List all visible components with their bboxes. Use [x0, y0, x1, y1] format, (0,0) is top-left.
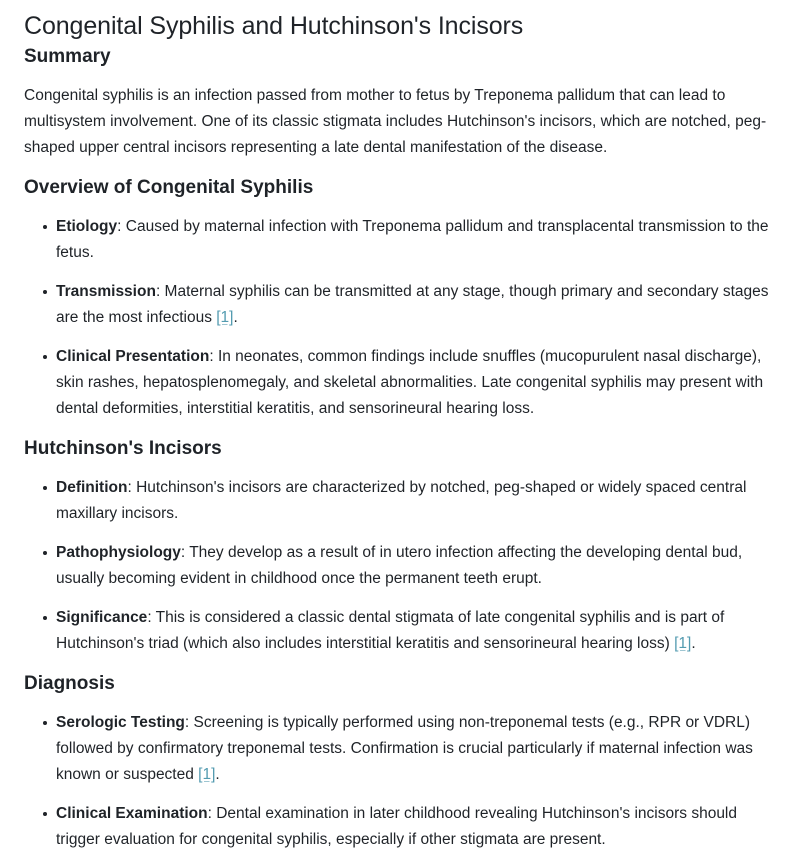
bullet-text-tail: .	[215, 766, 220, 783]
summary-section	[24, 44, 776, 161]
list-item	[24, 214, 776, 266]
sections-container	[24, 175, 776, 853]
bullet-text: : Dental examination in later childhood revealing Hutchinson's incisors should trigger evaluation for congenital syphilis, especially if other stigmata are present.	[56, 805, 738, 848]
bullet-text: : Screening is typically performed using non-treponemal tests (e.g., RPR or VDRL) followed by confirmatory treponemal tests. Confirmation is crucial particularly if maternal infection was known or suspected	[56, 714, 753, 783]
list-item	[24, 605, 776, 657]
bullet-text: : Hutchinson's incisors are characterized by notched, peg-shaped or widely spaced central maxillary incisors.	[56, 479, 747, 522]
citation-link[interactable]: [1]	[216, 309, 234, 326]
summary-paragraph: Congenital syphilis is an infection passed from mother to fetus by Treponema pallidum that can lead to multisystem involvement. One of its classic stigmata includes Hutchinson's incisors, which are notched, peg-shaped upper central incisors representing a late dental manifestation of the disease.	[24, 87, 767, 156]
list-item	[24, 344, 776, 422]
section-heading: Overview of Congenital Syphilis	[24, 177, 314, 198]
bullet-text-tail: .	[233, 309, 238, 326]
list-item	[24, 801, 776, 853]
bullet-text-tail: .	[691, 635, 696, 652]
bullet-text: : They develop as a result of in utero infection affecting the developing dental bud, usually becoming evident in childhood once the permanent teeth erupt.	[56, 544, 743, 587]
list-item	[24, 475, 776, 527]
citation-link[interactable]: [1]	[674, 635, 692, 652]
list-item	[24, 540, 776, 592]
bullet-label: Clinical Examination	[56, 805, 208, 822]
list-item	[24, 710, 776, 788]
section-heading: Diagnosis	[24, 673, 115, 694]
bullet-label: Serologic Testing	[56, 714, 185, 731]
bullet-label: Pathophysiology	[56, 544, 181, 561]
page-title: Congenital Syphilis and Hutchinson's Incisors	[24, 12, 524, 40]
summary-heading: Summary	[24, 46, 111, 67]
bullet-list	[24, 214, 776, 422]
list-item	[24, 279, 776, 331]
section-heading: Hutchinson's Incisors	[24, 438, 222, 459]
bullet-text: : Maternal syphilis can be transmitted at any stage, though primary and secondary stages are the most infectious	[56, 283, 769, 326]
bullet-text: : This is considered a classic dental stigmata of late congenital syphilis and is part of Hutchinson's triad (which also includes interstitial keratitis and sensorineural hearing loss)	[56, 609, 725, 652]
bullet-label: Transmission	[56, 283, 156, 300]
bullet-text: : Caused by maternal infection with Treponema pallidum and transplacental transmission to the fetus.	[56, 218, 769, 261]
bullet-text: : In neonates, common findings include snuffles (mucopurulent nasal discharge), skin rashes, hepatosplenomegaly, and skeletal abnormalities. Late congenital syphilis may present with dental deformities, interstitial keratitis, and sensorineural hearing loss.	[56, 348, 764, 417]
bullet-label: Definition	[56, 479, 128, 496]
bullet-label: Etiology	[56, 218, 118, 235]
citation-link[interactable]: [1]	[198, 766, 216, 783]
bullet-list	[24, 710, 776, 853]
bullet-label: Significance	[56, 609, 148, 626]
bullet-list	[24, 475, 776, 657]
bullet-label: Clinical Presentation	[56, 348, 210, 365]
